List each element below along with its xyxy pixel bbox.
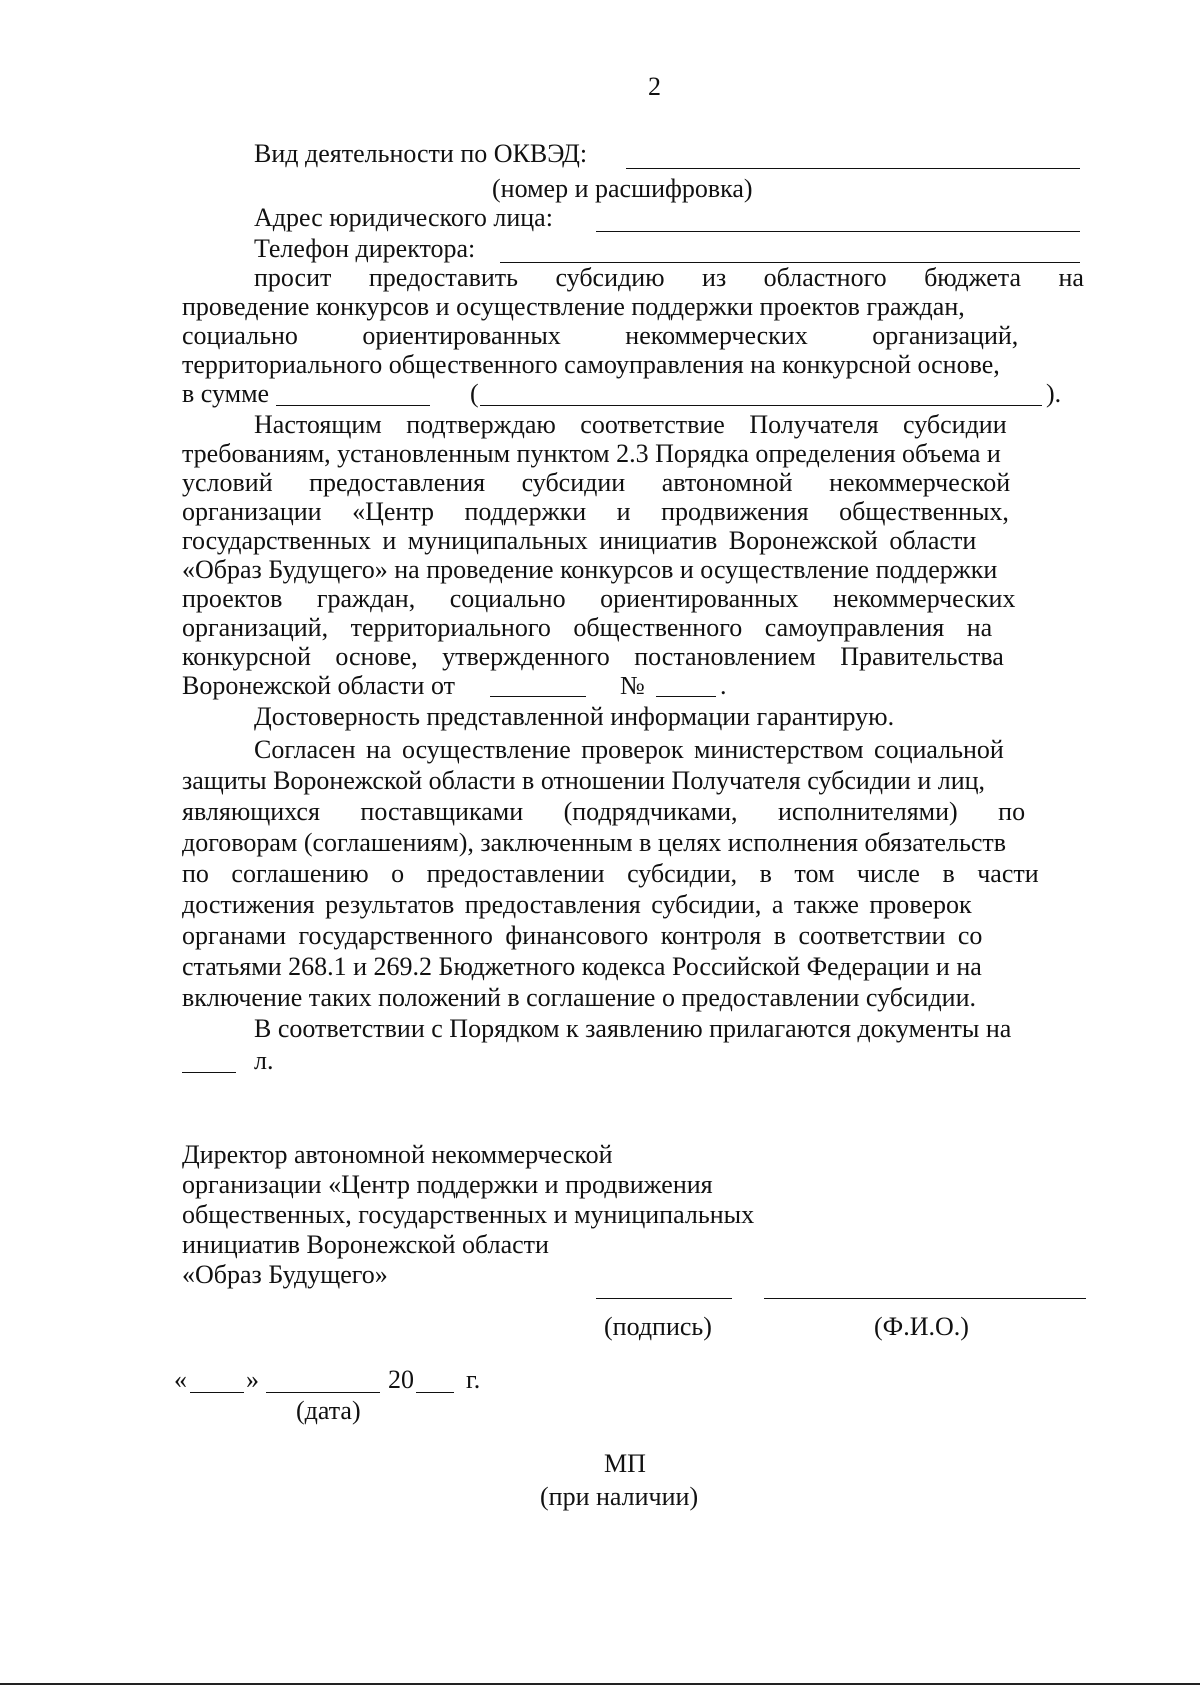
fio-field-line[interactable] — [764, 1298, 1086, 1299]
attachments-suffix: л. — [254, 1046, 274, 1075]
director-line-5: «Образ Будущего» — [182, 1260, 388, 1289]
okved-field-line[interactable] — [626, 168, 1080, 169]
sum-field-line[interactable] — [276, 405, 430, 406]
request-line-3: социально ориентированных некоммерческих организаций, — [182, 321, 1019, 350]
consent-line-5: по соглашению о предоставлении субсидии, в том числе в части — [182, 859, 1039, 888]
request-word: предоставить — [368, 263, 519, 292]
request-word: просит — [254, 263, 332, 292]
request-word: бюджета — [924, 263, 1022, 292]
confirm-line-5: государственных и муниципальных инициатив Воронежской области — [182, 526, 977, 555]
number-sign: № — [620, 671, 645, 700]
okved-hint: (номер и расшифровка) — [492, 174, 753, 203]
sum-label: в сумме — [182, 379, 270, 408]
sum-open-paren: ( — [470, 379, 479, 408]
date-year-field-line[interactable] — [416, 1392, 454, 1393]
request-word: субсидию — [555, 263, 665, 292]
date-day-field-line[interactable] — [190, 1392, 244, 1393]
consent-last-line: включение таких положений в соглашение о предоставлении субсидии. — [182, 983, 977, 1012]
resolution-date-field-line[interactable] — [490, 696, 586, 697]
date-year-suffix: г. — [466, 1365, 481, 1394]
confirm-period: . — [720, 671, 727, 700]
stamp-note: (при наличии) — [540, 1482, 699, 1511]
confirm-line-9: конкурсной основе, утвержденного постановлением Правительства — [182, 642, 1004, 671]
resolution-number-field-line[interactable] — [656, 696, 716, 697]
confirm-line-6: «Образ Будущего» на проведение конкурсов и осуществление поддержки — [182, 555, 998, 584]
consent-line-2: защиты Воронежской области в отношении Получателя субсидии и лиц, — [182, 766, 986, 795]
request-word: областного — [763, 263, 887, 292]
director-line-4: инициатив Воронежской области — [182, 1230, 549, 1259]
request-word: из — [702, 263, 727, 292]
confirm-last-line: Воронежской области от — [182, 671, 455, 700]
confirm-line-7: проектов граждан, социально ориентированных некоммерческих — [182, 584, 1016, 613]
consent-line-3: являющихся поставщиками (подрядчиками, исполнителями) по — [182, 797, 1026, 826]
confirm-line-2: требованиям, установленным пунктом 2.3 Порядка определения объема и — [182, 439, 1001, 468]
sum-words-field-line[interactable] — [480, 405, 1042, 406]
date-caption: (дата) — [296, 1396, 361, 1425]
page-number: 2 — [648, 72, 661, 101]
director-line-2: организации «Центр поддержки и продвижения — [182, 1170, 713, 1199]
consent-line-1: Согласен на осуществление проверок министерством социальной — [254, 735, 1004, 764]
attachments-pages-field-line[interactable] — [182, 1072, 236, 1073]
signature-caption: (подпись) — [604, 1312, 712, 1341]
director-line-3: общественных, государственных и муниципальных — [182, 1200, 755, 1229]
director-line-1: Директор автономной некоммерческой — [182, 1140, 613, 1169]
attachments-line: В соответствии с Порядком к заявлению прилагаются документы на — [254, 1014, 1012, 1043]
date-open-quote: « — [174, 1365, 187, 1394]
consent-line-6: достижения результатов предоставления субсидии, а также проверок — [182, 890, 972, 919]
request-line-1 — [254, 265, 1084, 291]
phone-label: Телефон директора: — [254, 234, 476, 263]
date-month-field-line[interactable] — [266, 1392, 380, 1393]
consent-line-8: статьями 268.1 и 269.2 Бюджетного кодекса Российской Федерации и на — [182, 952, 982, 981]
okved-label: Вид деятельности по ОКВЭД: — [254, 139, 588, 168]
sum-close-paren: ). — [1046, 379, 1062, 408]
date-close-quote: » — [246, 1365, 259, 1394]
signature-field-line[interactable] — [596, 1298, 732, 1299]
request-line-2: проведение конкурсов и осуществление поддержки проектов граждан, — [182, 292, 965, 321]
guarantee-text: Достоверность представленной информации гарантирую. — [254, 702, 895, 731]
request-line-4: территориального общественного самоуправления на конкурсной основе, — [182, 350, 1000, 379]
confirm-line-4: организации «Центр поддержки и продвижения общественных, — [182, 497, 1009, 526]
confirm-line-8: организаций, территориального общественного самоуправления на — [182, 613, 993, 642]
stamp-label: МП — [604, 1449, 646, 1478]
request-word: на — [1058, 263, 1084, 292]
confirm-line-3: условий предоставления субсидии автономной некоммерческой — [182, 468, 1011, 497]
consent-line-7: органами государственного финансового контроля в соответствии со — [182, 921, 983, 950]
address-label: Адрес юридического лица: — [254, 203, 553, 232]
address-field-line[interactable] — [596, 231, 1080, 232]
scan-bottom-edge — [0, 1683, 1200, 1685]
fio-caption: (Ф.И.О.) — [874, 1312, 969, 1341]
confirm-line-1: Настоящим подтверждаю соответствие Получателя субсидии — [254, 410, 1007, 439]
consent-line-4: договорам (соглашениям), заключенным в целях исполнения обязательств — [182, 828, 1007, 857]
date-year-prefix: 20 — [388, 1365, 414, 1394]
